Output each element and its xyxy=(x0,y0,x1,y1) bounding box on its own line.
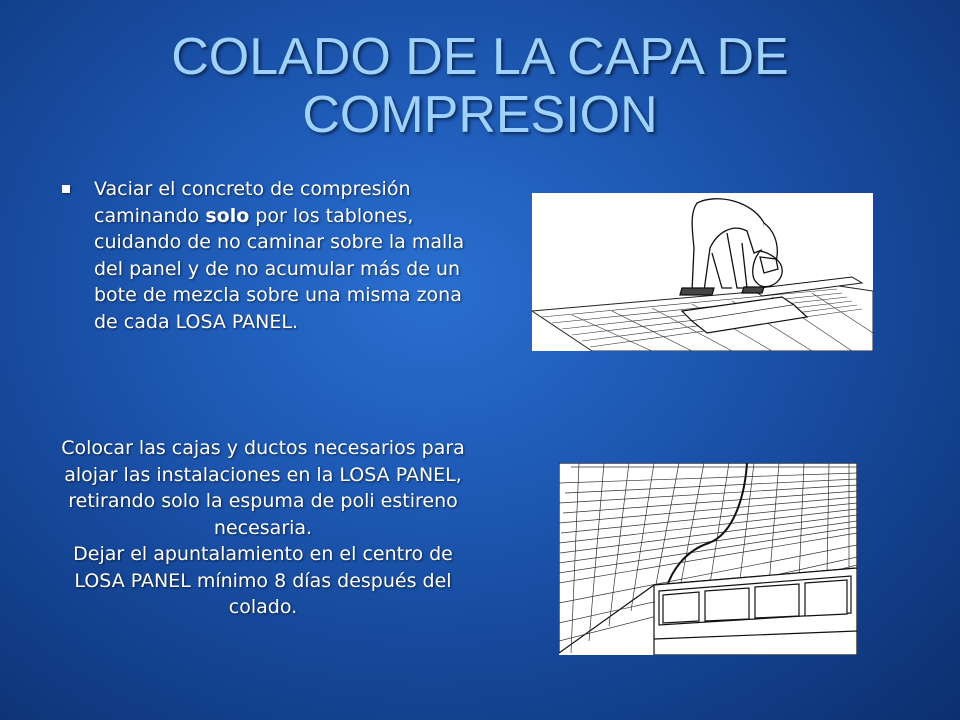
slide-title: COLADO DE LA CAPA DE COMPRESION xyxy=(171,28,789,144)
bullet-item xyxy=(58,176,468,335)
square-bullet-icon xyxy=(62,185,70,193)
paragraph-apuntalamiento: Dejar el apuntalamiento en el centro de LOSA PANEL mínimo 8 días después del colado. xyxy=(73,543,453,618)
bullet-text-part-2: por los tablones, cuidando de no caminar sobre la malla del panel y de no acumular más de un bote de mezcla sobre una misma zona de cada LOSA PANEL. xyxy=(94,204,465,333)
bullet-bold-word: solo xyxy=(205,204,250,227)
paragraph-instalaciones: Colocar las cajas y ductos necesarios para alojar las instalaciones en la LOSA PANEL, retirando solo la espuma de poli estireno necesaria. xyxy=(61,437,465,539)
body-paragraphs xyxy=(56,435,470,621)
bullet-text-part-1: Vaciar el concreto de compresión caminando xyxy=(94,178,411,227)
bullet-text xyxy=(94,176,468,335)
worker-pouring-illustration xyxy=(532,193,873,351)
ceiling-mesh-illustration xyxy=(559,463,857,655)
